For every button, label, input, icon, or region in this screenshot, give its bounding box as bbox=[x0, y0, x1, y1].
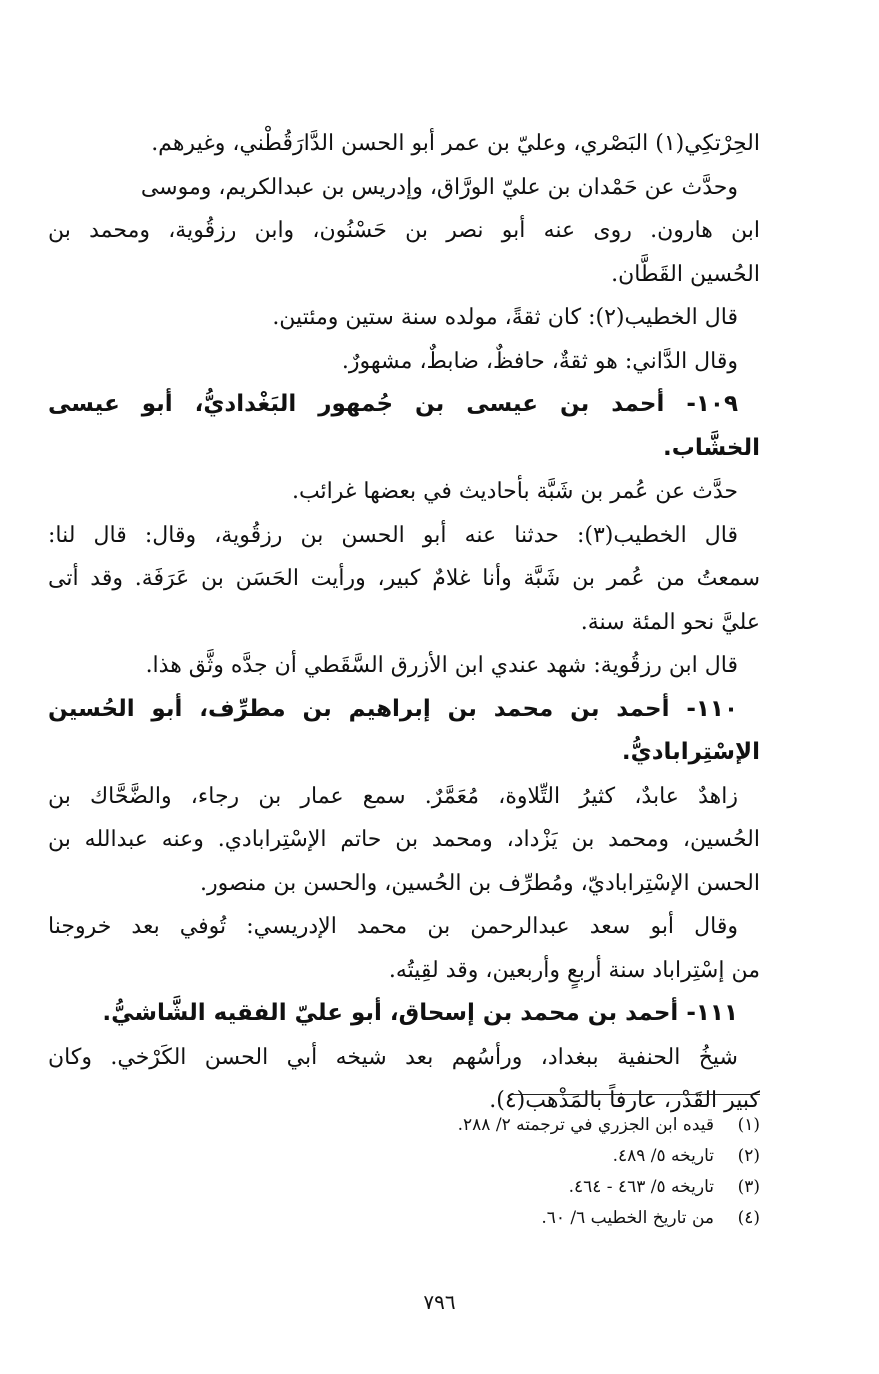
entry-heading-110: ١١٠- أحمد بن محمد بن إبراهيم بن مطرِّف، أبو الحُسين bbox=[48, 695, 738, 722]
footnote bbox=[360, 1203, 760, 1234]
text-line: الحسن الإسْتِراباديّ، ومُطرِّف بن الحُسين، والحسن بن منصور. bbox=[199, 870, 760, 896]
footnote-text: قيده ابن الجزري في ترجمته ٢/ ٢٨٨. bbox=[457, 1115, 714, 1135]
text-line: ابن هارون. روى عنه أبو نصر بن حَسْنُون، وابن رزقُوية، ومحمد بن bbox=[48, 218, 760, 243]
footnote-number: (٣) bbox=[737, 1177, 760, 1197]
entry-heading-110-cont: الإسْتِراباديُّ. bbox=[621, 739, 760, 765]
footnotes bbox=[360, 1110, 760, 1234]
footnote-text: من تاريخ الخطيب ٦/ ٦٠. bbox=[541, 1208, 714, 1228]
text-line: قال الخطيب(٣): حدثنا عنه أبو الحسن بن رزقُوية، وقال: قال لنا: bbox=[48, 522, 738, 548]
main-text bbox=[48, 122, 760, 1123]
footnote-number: (٤) bbox=[737, 1208, 760, 1228]
footnote bbox=[360, 1141, 760, 1172]
footnote-number: (١) bbox=[737, 1115, 760, 1135]
footnote-number: (٢) bbox=[737, 1146, 760, 1166]
text-line: الحِرْتكِي(١) البَصْري، وعليّ بن عمر أبو الحسن الدَّارَقُطْني، وغيرهم. bbox=[151, 131, 760, 156]
text-line: شيخُ الحنفية ببغداد، ورأسُهم بعد شيخه أبي الحسن الكَرْخي. وكان bbox=[48, 1044, 738, 1070]
footnote bbox=[360, 1172, 760, 1203]
footnote-text: تاريخه ٥/ ٤٦٣ - ٤٦٤. bbox=[568, 1177, 714, 1197]
page-number: ٧٩٦ bbox=[423, 1290, 456, 1314]
text-line: وحدَّث عن حَمْدان بن عليّ الورَّاق، وإدريس بن عبدالكريم، وموسى bbox=[140, 174, 738, 200]
footnote-text: تاريخه ٥/ ٤٨٩. bbox=[612, 1146, 714, 1166]
text-line: عليَّ نحو المئة سنة. bbox=[580, 609, 760, 635]
entry-heading-111: ١١١- أحمد بن محمد بن إسحاق، أبو عليّ الفقيه الشَّاشيُّ. bbox=[102, 1000, 738, 1026]
text-line: حدَّث عن عُمر بن شَبَّة بأحاديث في بعضها غرائب. bbox=[291, 479, 738, 504]
footnote bbox=[360, 1110, 760, 1141]
entry-heading-109: ١٠٩- أحمد بن عيسى بن جُمهور البَغْداديُّ، أبو عيسى bbox=[48, 391, 738, 417]
text-line: زاهدٌ عابدٌ، كثيرُ التِّلاوة، مُعَمَّرٌ. سمع عمار بن رجاء، والضَّحَّاك بن bbox=[48, 783, 738, 809]
text-line: كبير القَدْر، عارفاً بالمَذْهب(٤). bbox=[489, 1088, 760, 1113]
text-line: الحُسين، ومحمد بن يَزْداد، ومحمد بن حاتم الإسْتِرابادي. وعنه عبدالله بن bbox=[48, 827, 760, 852]
text-line: من إسْتِراباد سنة أربعٍ وأربعين، وقد لقِيتُه. bbox=[388, 957, 760, 983]
entry-heading-109-cont: الخشَّاب. bbox=[663, 434, 760, 461]
text-line: قال ابن رزقُوية: شهد عندي ابن الأزرق السَّقَطي أن جدَّه وثَّق هذا. bbox=[145, 653, 738, 678]
text-line: الحُسين القَطَّان. bbox=[611, 261, 760, 287]
text-line: قال الخطيب(٢): كان ثقةً، مولده سنة ستين ومئتين. bbox=[272, 305, 738, 330]
text-line: سمعتُ من عُمر بن شَبَّة وأنا غلامٌ كبير، ورأيت الحَسَن بن عَرَفَة. وقد أتى bbox=[48, 566, 760, 591]
footnote-separator bbox=[512, 1094, 760, 1095]
text-line: وقال أبو سعد عبدالرحمن بن محمد الإدريسي: تُوفي بعد خروجنا bbox=[48, 914, 738, 939]
text-line: وقال الدَّاني: هو ثقةٌ، حافظٌ، ضابطٌ، مشهورٌ. bbox=[341, 348, 738, 374]
